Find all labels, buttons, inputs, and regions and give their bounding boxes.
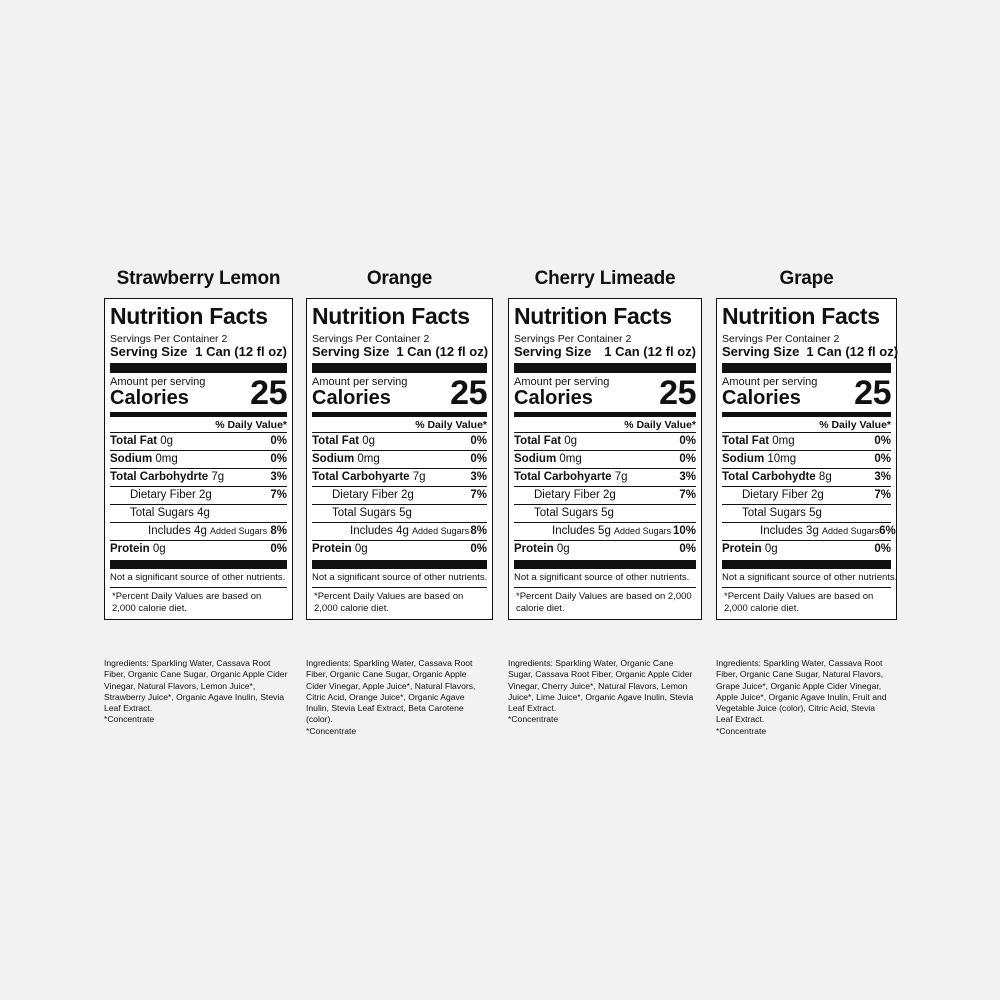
nutrition-facts-title: Nutrition Facts: [312, 303, 470, 329]
protein-dv: 0%: [270, 543, 287, 555]
total-fat-value: 0mg: [772, 435, 795, 447]
nutrition-facts-title: Nutrition Facts: [110, 303, 268, 329]
added-sugars-row: [110, 522, 287, 540]
percent-dv-note: *Percent Daily Values are based on 2,000 calorie diet.: [516, 591, 692, 614]
carbohydrate-dv: 3%: [679, 471, 696, 483]
serving-size-label: Serving Size: [312, 344, 390, 359]
carbohydrate-dv: 3%: [874, 471, 891, 483]
dietary-fiber-row: [312, 486, 487, 504]
thick-divider-bottom: [722, 560, 891, 569]
thick-divider: [514, 363, 696, 373]
calories-value: 25: [659, 374, 696, 412]
calories-value: 25: [250, 374, 287, 412]
dietary-fiber-label: Dietary Fiber: [130, 489, 196, 501]
flavor-title: Orange: [366, 268, 433, 289]
sodium-row: [110, 450, 287, 468]
total-sugars-label: Total Sugars: [130, 507, 194, 519]
sodium-label: Sodium: [110, 453, 153, 465]
includes-label: Includes: [552, 525, 595, 537]
calories-block: [110, 374, 287, 412]
dietary-fiber-row: [110, 486, 287, 504]
total-fat-label: Total Fat: [722, 435, 770, 447]
protein-label: Protein: [514, 543, 554, 555]
nutrition-facts-panel: [306, 298, 493, 620]
total-sugars-row: [312, 504, 487, 522]
dietary-fiber-dv: 7%: [874, 489, 891, 501]
sodium-row: [722, 450, 891, 468]
ingredients-text: [104, 658, 293, 726]
serving-size-value: 1 Can (12 fl oz): [806, 344, 899, 359]
ingredients-list: Ingredients: Sparkling Water, Cassava Root Fiber, Organic Cane Sugar, Natural Flavors, Grape Juice*, Organic Apple Cider Vinegar, Apple Juice*, Organic Agave Inulin, Fruit and Vegetable Juice (color), Citric Acid, Stevia Leaf Extract.: [716, 658, 887, 725]
protein-label: Protein: [722, 543, 762, 555]
sodium-row: [312, 450, 487, 468]
carbohydrate-row: [722, 468, 891, 486]
sodium-label: Sodium: [312, 453, 355, 465]
dietary-fiber-label: Dietary Fiber: [534, 489, 600, 501]
calories-block: [312, 374, 487, 412]
added-sugars-label: Added Sugars: [412, 526, 470, 536]
serving-size-value: 1 Can (12 fl oz): [604, 344, 696, 359]
includes-label: Includes: [148, 525, 191, 537]
added-sugars-row: [514, 522, 696, 540]
thick-divider: [722, 363, 891, 373]
sodium-value: 0mg: [559, 453, 582, 465]
product-column: [716, 265, 897, 737]
dietary-fiber-dv: 7%: [470, 489, 487, 501]
servings-value: 2: [625, 333, 632, 345]
added-sugars-value: 4g: [396, 525, 409, 537]
total-sugars-value: 4g: [197, 507, 210, 519]
added-sugars-value: 5g: [598, 525, 611, 537]
total-sugars-value: 5g: [399, 507, 412, 519]
total-fat-row: [514, 432, 696, 450]
total-fat-label: Total Fat: [514, 435, 562, 447]
serving-size: [312, 345, 487, 359]
dietary-fiber-dv: 7%: [270, 489, 287, 501]
includes-label: Includes: [350, 525, 393, 537]
calories-block: [514, 374, 696, 412]
calories-value: 25: [450, 374, 487, 412]
serving-size-value: 1 Can (12 fl oz): [195, 344, 287, 359]
sodium-value: 10mg: [767, 453, 797, 465]
serving-size-label: Serving Size: [110, 344, 188, 359]
servings-value: 2: [833, 333, 840, 345]
nutrition-facts-title: Nutrition Facts: [514, 303, 672, 329]
not-significant-note: Not a significant source of other nutrients.: [110, 571, 287, 588]
sodium-row: [514, 450, 696, 468]
servings-value: 2: [221, 333, 228, 345]
carbohydrate-label: Total Carbohyarte: [312, 471, 410, 483]
thick-divider-bottom: [312, 560, 487, 569]
total-fat-label: Total Fat: [110, 435, 158, 447]
amount-per-serving-label: Amount per serving: [514, 376, 610, 388]
amount-per-serving-label: Amount per serving: [312, 376, 408, 388]
total-sugars-row: [722, 504, 891, 522]
nutrition-facts-panel: [716, 298, 897, 620]
thick-divider-bottom: [514, 560, 696, 569]
carbohydrate-value: 7g: [211, 471, 225, 483]
added-sugars-dv: 10%: [672, 525, 696, 537]
total-fat-label: Total Fat: [312, 435, 360, 447]
ingredients-list: Ingredients: Sparkling Water, Organic Cane Sugar, Cassava Root Fiber, Organic Apple Cider Vinegar, Cherry Juice*, Natural Flavors, Lemon Juice*, Lime Juice*, Organic Agave Inulin, Stevia Leaf Extract.: [508, 658, 694, 714]
added-sugars-dv: 6%: [879, 525, 896, 537]
sodium-dv: 0%: [470, 453, 487, 465]
added-sugars-value: 3g: [806, 525, 819, 537]
total-fat-dv: 0%: [679, 435, 696, 447]
protein-row: [110, 540, 287, 558]
concentrate-note: *Concentrate: [104, 714, 155, 725]
nutrition-facts-panel: [508, 298, 702, 620]
carbohydrate-value: 8g: [818, 471, 832, 483]
total-fat-row: [312, 432, 487, 450]
total-sugars-label: Total Sugars: [742, 507, 806, 519]
protein-value: 0g: [152, 543, 166, 555]
medium-divider: [514, 412, 696, 417]
total-fat-value: 0g: [564, 435, 578, 447]
serving-size-value: 1 Can (12 fl oz): [396, 344, 489, 359]
dietary-fiber-row: [722, 486, 891, 504]
protein-dv: 0%: [470, 543, 487, 555]
medium-divider: [110, 412, 287, 417]
flavor-title: Cherry Limeade: [534, 268, 676, 289]
total-sugars-row: [110, 504, 287, 522]
product-column: [508, 265, 702, 726]
dietary-fiber-value: 2g: [401, 489, 414, 501]
carbohydrate-row: [514, 468, 696, 486]
serving-size: [514, 345, 696, 359]
calories-block: [722, 374, 891, 412]
protein-dv: 0%: [874, 543, 891, 555]
flavor-title: Grape: [779, 268, 834, 289]
daily-value-header: % Daily Value*: [415, 419, 487, 431]
serving-size-label: Serving Size: [722, 344, 800, 359]
added-sugars-dv: 8%: [470, 525, 487, 537]
thick-divider: [312, 363, 487, 373]
protein-value: 0g: [354, 543, 368, 555]
total-sugars-value: 5g: [809, 507, 822, 519]
protein-row: [312, 540, 487, 558]
carbohydrate-dv: 3%: [470, 471, 487, 483]
medium-divider: [312, 412, 487, 417]
ingredients-list: Ingredients: Sparkling Water, Cassava Root Fiber, Organic Cane Sugar, Organic Apple Cider Vinegar, Natural Flavors, Lemon Juice*, Strawberry Juice*, Organic Agave Inulin, Stevia Leaf Extract.: [104, 658, 288, 714]
protein-row: [514, 540, 696, 558]
dietary-fiber-row: [514, 486, 696, 504]
added-sugars-value: 4g: [194, 525, 207, 537]
percent-dv-note: *Percent Daily Values are based on 2,000 calorie diet.: [112, 591, 262, 614]
total-fat-value: 0g: [362, 435, 376, 447]
carbohydrate-value: 7g: [614, 471, 628, 483]
carbohydrate-row: [110, 468, 287, 486]
calories-label: Calories: [312, 387, 391, 409]
includes-label: Includes: [760, 525, 803, 537]
product-column: [306, 265, 493, 737]
total-sugars-row: [514, 504, 696, 522]
percent-dv-note: *Percent Daily Values are based on 2,000 calorie diet.: [724, 591, 874, 614]
carbohydrate-label: Total Carbohyarte: [514, 471, 612, 483]
product-column: [104, 265, 293, 726]
dietary-fiber-dv: 7%: [679, 489, 696, 501]
concentrate-note: *Concentrate: [306, 725, 357, 736]
ingredients-list: Ingredients: Sparkling Water, Cassava Root Fiber, Organic Cane Sugar, Organic Apple Cider Vinegar, Apple Juice*, Natural Flavors, Citric Acid, Orange Juice*, Organic Agave Inulin, Stevia Leaf Extract, Beta Carotene (color).: [306, 658, 476, 725]
servings-label: Servings Per Container: [514, 333, 623, 345]
concentrate-note: *Concentrate: [716, 725, 767, 736]
total-sugars-value: 5g: [601, 507, 614, 519]
protein-dv: 0%: [679, 543, 696, 555]
daily-value-header: % Daily Value*: [624, 419, 696, 431]
daily-value-header: % Daily Value*: [215, 419, 287, 431]
percent-dv-note: *Percent Daily Values are based on 2,000 calorie diet.: [314, 591, 464, 614]
protein-label: Protein: [312, 543, 352, 555]
flavor-title: Strawberry Lemon: [116, 268, 281, 289]
carbohydrate-label: Total Carbohydte: [722, 471, 816, 483]
total-sugars-label: Total Sugars: [332, 507, 396, 519]
total-fat-dv: 0%: [470, 435, 487, 447]
amount-per-serving-label: Amount per serving: [110, 376, 206, 388]
serving-size: [110, 345, 287, 359]
carbohydrate-row: [312, 468, 487, 486]
thick-divider-bottom: [110, 560, 287, 569]
calories-value: 25: [854, 374, 891, 412]
sodium-label: Sodium: [722, 453, 765, 465]
dietary-fiber-value: 2g: [199, 489, 212, 501]
dietary-fiber-value: 2g: [603, 489, 616, 501]
added-sugars-row: [312, 522, 487, 540]
amount-per-serving-label: Amount per serving: [722, 376, 818, 388]
sodium-dv: 0%: [874, 453, 891, 465]
total-fat-row: [722, 432, 891, 450]
servings-value: 2: [423, 333, 430, 345]
sodium-dv: 0%: [679, 453, 696, 465]
dietary-fiber-value: 2g: [811, 489, 824, 501]
added-sugars-label: Added Sugars: [822, 526, 880, 536]
carbohydrate-value: 7g: [412, 471, 426, 483]
added-sugars-row: [722, 522, 896, 540]
daily-value-header: % Daily Value*: [819, 419, 891, 431]
protein-value: 0g: [764, 543, 778, 555]
dietary-fiber-label: Dietary Fiber: [332, 489, 398, 501]
carbohydrate-dv: 3%: [270, 471, 287, 483]
sodium-label: Sodium: [514, 453, 557, 465]
ingredients-text: [306, 658, 493, 737]
protein-label: Protein: [110, 543, 150, 555]
servings-label: Servings Per Container: [312, 333, 421, 345]
protein-value: 0g: [556, 543, 570, 555]
not-significant-note: Not a significant source of other nutrients.: [722, 571, 891, 588]
calories-label: Calories: [722, 387, 801, 409]
medium-divider: [722, 412, 891, 417]
not-significant-note: Not a significant source of other nutrients.: [514, 571, 696, 588]
calories-label: Calories: [514, 387, 593, 409]
protein-row: [722, 540, 891, 558]
servings-label: Servings Per Container: [722, 333, 831, 345]
sodium-dv: 0%: [270, 453, 287, 465]
serving-size-label: Serving Size: [514, 344, 592, 359]
concentrate-note: *Concentrate: [508, 714, 559, 725]
total-fat-dv: 0%: [874, 435, 891, 447]
total-fat-row: [110, 432, 287, 450]
carbohydrate-label: Total Carbohydrte: [110, 471, 209, 483]
servings-label: Servings Per Container: [110, 333, 219, 345]
not-significant-note: Not a significant source of other nutrients.: [312, 571, 487, 588]
ingredients-text: [716, 658, 897, 737]
added-sugars-label: Added Sugars: [614, 526, 672, 536]
serving-size: [722, 344, 899, 359]
thick-divider: [110, 363, 287, 373]
ingredients-text: [508, 658, 702, 726]
total-fat-value: 0g: [160, 435, 174, 447]
added-sugars-dv: 8%: [270, 525, 287, 537]
sodium-value: 0mg: [155, 453, 178, 465]
sodium-value: 0mg: [357, 453, 380, 465]
total-fat-dv: 0%: [270, 435, 287, 447]
total-sugars-label: Total Sugars: [534, 507, 598, 519]
nutrition-facts-panel: [104, 298, 293, 620]
dietary-fiber-label: Dietary Fiber: [742, 489, 808, 501]
calories-label: Calories: [110, 387, 189, 409]
added-sugars-label: Added Sugars: [210, 526, 268, 536]
nutrition-facts-title: Nutrition Facts: [722, 303, 880, 329]
